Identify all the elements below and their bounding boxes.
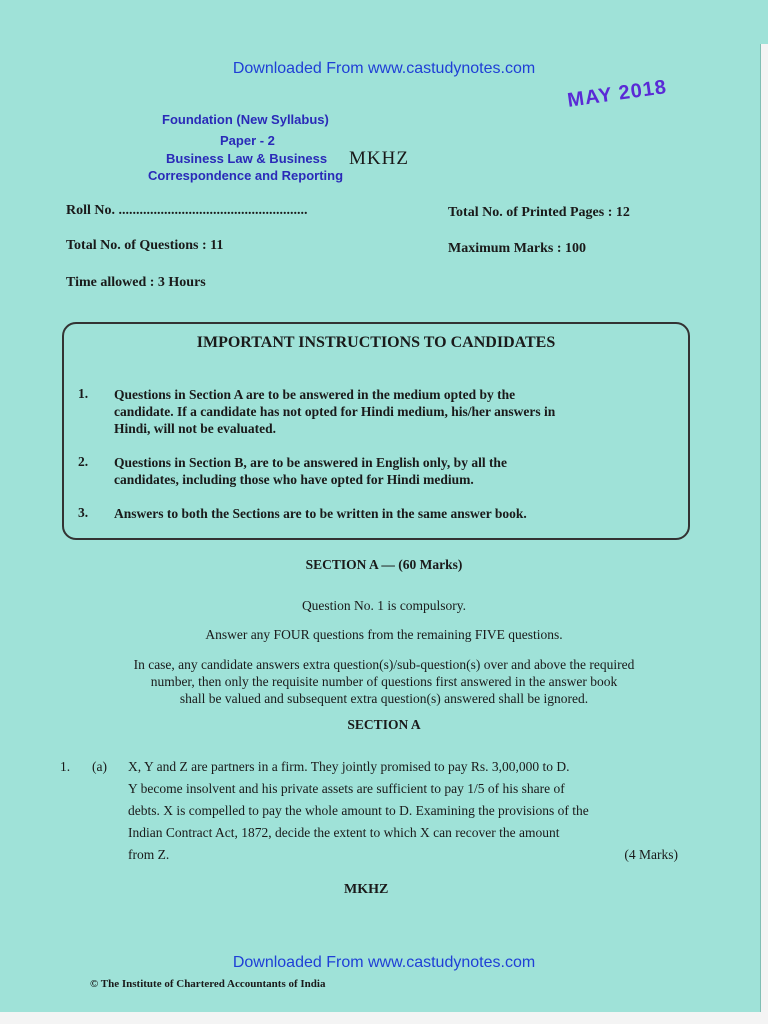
paper-code: MKHZ [349, 148, 409, 169]
footer-paper-code: MKHZ [344, 882, 389, 897]
page-top-strip [0, 0, 768, 44]
choice-note: Answer any FOUR questions from the remaining FIVE questions. [205, 627, 563, 642]
date-stamp: MAY 2018 [566, 76, 669, 112]
maximum-marks: Maximum Marks : 100 [448, 241, 587, 256]
instruction-number: 2. [78, 454, 89, 469]
compulsory-note: Question No. 1 is compulsory. [301, 598, 467, 613]
question-marks: (4 Marks) [624, 847, 678, 862]
instruction-text [114, 386, 674, 437]
instruction-line: candidate. If a candidate has not opted for Hindi medium, his/her answers in [114, 404, 556, 419]
stamp-line-1: Foundation (New Syllabus) [162, 112, 329, 127]
time-allowed: Time allowed : 3 Hours [66, 275, 206, 290]
instruction-text [114, 505, 674, 522]
question-1a-text [128, 756, 678, 866]
instruction-line: Answers to both the Sections are to be written in the same answer book. [114, 506, 527, 521]
question-line: Y become insolvent and his private assets are sufficient to pay 1/5 of his share of [128, 781, 565, 796]
stamp-line-4: Correspondence and Reporting [148, 168, 344, 183]
section-a-subheading: SECTION A [347, 717, 421, 732]
instruction-line: Questions in Section A are to be answered in the medium opted by the [114, 387, 516, 402]
question-line: debts. X is compelled to pay the whole amount to D. Examining the provisions of the [128, 803, 589, 818]
stamp-line-3: Business Law & Business [166, 151, 328, 166]
instruction-text [114, 454, 674, 488]
note-line: shall be valued and subsequent extra question(s) answered shall be ignored. [179, 691, 589, 706]
question-part: (a) [92, 759, 107, 774]
instructions-title: IMPORTANT INSTRUCTIONS TO CANDIDATES [196, 334, 556, 351]
note-line: number, then only the requisite number of questions first answered in the answer book [150, 674, 618, 689]
question-line: from Z. [128, 847, 170, 862]
section-a-heading: SECTION A — (60 Marks) [305, 557, 463, 572]
instruction-line: Hindi, will not be evaluated. [114, 421, 277, 436]
download-link-top[interactable]: Downloaded From www.castudynotes.com [232, 60, 536, 77]
question-number: 1. [60, 759, 71, 774]
question-last-line [128, 844, 678, 866]
note-line: In case, any candidate answers extra question(s)/sub-question(s) over and above the required [133, 657, 635, 672]
printed-pages: Total No. of Printed Pages : 12 [448, 205, 630, 220]
instruction-line: Questions in Section B, are to be answered in English only, by all the [114, 455, 507, 470]
instruction-number: 1. [78, 386, 89, 401]
copyright: © The Institute of Chartered Accountants of India [90, 978, 326, 990]
total-questions: Total No. of Questions : 11 [66, 238, 224, 253]
stamp-line-2: Paper - 2 [220, 133, 275, 148]
question-line: X, Y and Z are partners in a firm. They jointly promised to pay Rs. 3,00,000 to D. [128, 759, 570, 774]
download-link-bottom[interactable]: Downloaded From www.castudynotes.com [232, 954, 536, 971]
roll-number-field: Roll No. ...................................................... [66, 203, 308, 218]
instruction-number: 3. [78, 505, 89, 520]
extra-answers-note [0, 656, 768, 707]
question-line: Indian Contract Act, 1872, decide the extent to which X can recover the amount [128, 825, 560, 840]
instruction-line: candidates, including those who have opted for Hindi medium. [114, 472, 474, 487]
instructions-box [62, 322, 690, 540]
